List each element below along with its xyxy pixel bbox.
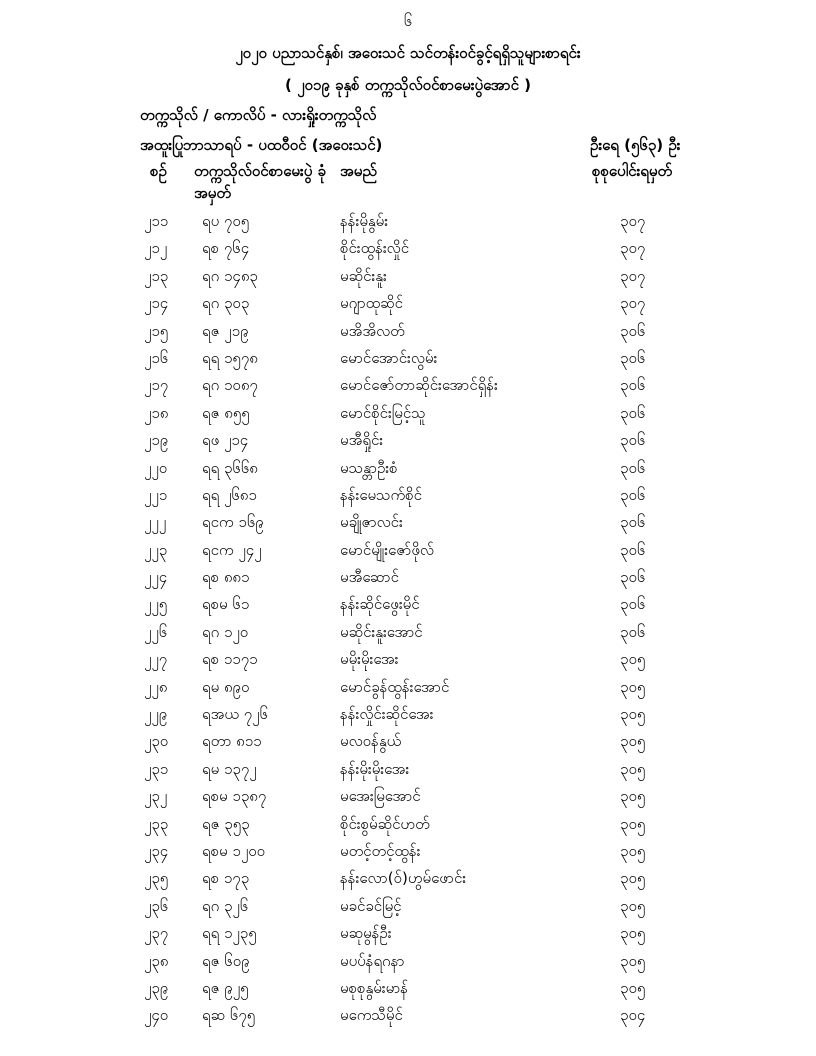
header-no: စဉ် [150,162,167,180]
table-row [0,787,816,814]
table-row [0,459,816,486]
roll-number: ရအယ ၇၂၆ [202,705,268,724]
total-score: ၃၀၆ [620,568,646,587]
student-name: မအီရှိုင်း [340,431,384,450]
table-row [0,650,816,677]
roll-number: ရမ ၈၉၀ [202,677,250,696]
student-name: မောင်စိုင်းမြင့်သူ [340,403,426,422]
roll-number: ရစ ၁၁၇၁ [202,650,258,669]
table-row [0,979,816,1006]
student-name: နန်းမိုနွမ်း [340,212,389,230]
row-number: ၂၁၃ [144,266,169,285]
roll-number: ရစ ၈၈၁ [202,568,250,587]
roll-number: ရဂ ၃၂၆ [202,896,249,915]
student-name: မမိုးမိုးအေး [340,650,399,669]
table-row [0,349,816,376]
total-score: ၃၀၅ [620,814,646,833]
roll-number: ရတာ ၈၁၁ [202,732,262,751]
table-row [0,294,816,321]
student-name: မတင့်တင့်ထွန်း [340,841,421,860]
student-name: နန်းမေသက်စိုင် [340,485,422,504]
header-roll-number: တက္ကသိုလ်ဝင်စာမေးပွဲ ခုံအမှတ် [194,162,326,202]
student-name: မပပ်နံရဂနာ [340,951,405,970]
roll-number: ရစ ၁၇၃ [202,869,250,888]
total-score: ၃၀၅ [620,705,646,724]
total-score: ၃၀၅ [620,896,646,915]
table-row [0,595,816,622]
roll-number: ရဂ ၁၂၀ [202,622,249,641]
student-name: မခင်ခင်မြင့် [340,896,402,915]
row-number: ၂၂၄ [144,568,168,587]
row-number: ၂၂၃ [144,540,168,559]
roll-number: ရစမ ၁၂၀၀ [202,841,266,860]
row-number: ၂၁၈ [144,403,169,422]
roll-number: ရဂ ၁၄၈၃ [202,266,258,285]
total-score: ၃၀၅ [620,650,646,669]
table-row [0,376,816,403]
total-score: ၃၀၅ [620,787,646,806]
student-name: မချိုဇာလင်း [340,513,403,532]
roll-number: ရစမ ၆၁ [202,595,250,614]
total-score: ၃၀၇ [620,212,646,230]
student-name: မစုစုနွမ်းမာန် [340,978,409,997]
row-number: ၂၂၇ [144,650,168,669]
total-score: ၃၀၆ [620,403,646,422]
row-number: ၂၁၉ [144,431,169,450]
row-number: ၂၃၅ [144,869,169,888]
table-row [0,513,816,540]
roll-number: ရစ ၇၆၄ [202,239,250,258]
roll-number: ရရ ၁၅၇၈ [202,348,258,367]
roll-number: ရရ ၁၂၃၅ [202,924,257,943]
table-row [0,897,816,924]
table-row [0,760,816,787]
student-name: မကေသီမိုင် [340,1006,403,1025]
row-number: ၂၃၉ [144,978,169,997]
roll-number: ရစမ ၁၃၈၇ [202,787,267,806]
roll-number: ရဆ ၆၇၅ [202,1006,256,1025]
row-number: ၂၃၀ [144,732,169,751]
roll-number: ရဇ ၂၁၉ [202,321,249,340]
major-label: အထူးပြုဘာသာရပ် - ပထဝီဝင် (အဝေးသင်) [140,136,383,154]
roll-number: ရရ ၃၆၆၈ [202,458,258,477]
total-score: ၃၀၅ [620,978,646,997]
roll-number: ရငက ၂၄၂ [202,540,262,559]
row-number: ၂၁၆ [144,348,169,367]
student-name: စိုင်းထွန်းလှိုင် [340,239,410,258]
student-name: မောင်ဇော်တာဆိုင်းအောင်ရှိန်း [340,376,498,395]
student-name: မဂျာထုဆိုင် [340,294,404,313]
roll-number: ရဇ ၃၅၃ [202,814,250,833]
roll-number: ရရ ၂၆၈၁ [202,485,257,504]
student-name: နန်းမိုးမိုးအေး [340,759,410,778]
student-name: မအိအိလတ် [340,321,405,340]
table-row [0,267,816,294]
roll-number: ရပ ၇၀၅ [202,212,250,230]
table-row [0,322,816,349]
roll-number: ရဂ ၁၀၈၇ [202,376,258,395]
roll-number: ရဖ ၂၁၄ [202,431,249,450]
roll-number: ရမ ၁၃၇၂ [202,759,257,778]
roll-number: ရဇ ၈၅၅ [202,403,250,422]
total-score: ၃၀၄ [620,1006,646,1025]
row-number: ၂၁၅ [144,321,169,340]
total-score: ၃၀၆ [620,540,646,559]
total-score: ၃၀၆ [620,595,646,614]
page-number: ၆ [403,12,413,30]
total-score: ၃၀၆ [620,348,646,367]
roll-number: ရဂ ၃၀၃ [202,294,250,313]
table-row [0,815,816,842]
student-name: မအီဆောင် [340,568,399,587]
row-number: ၂၂၀ [144,458,168,477]
total-score: ၃၀၅ [620,841,646,860]
student-name: မောင်ခွန်ထွန်းအောင် [340,677,450,696]
row-number: ၂၁၁ [144,212,169,230]
table-row [0,705,816,732]
row-number: ၂၃၆ [144,896,169,915]
roll-number: ရဇ ၆၀၉ [202,951,250,970]
row-number: ၂၄၀ [144,1006,169,1025]
table-row [0,431,816,458]
total-score: ၃၀၅ [620,869,646,888]
student-name: မောင်အောင်းလွမ်း [340,348,438,367]
total-score: ၃၀၆ [620,376,646,395]
total-score: ၃၀၆ [620,513,646,532]
student-name: စိုင်းစွမ်ဆိုင်ဟတ် [340,814,430,833]
student-name: မဆိုင်းနူး [340,266,387,285]
total-score: ၃၀၇ [620,266,646,285]
total-score: ၃၀၅ [620,951,646,970]
student-name: နန်းလှိုင်းဆိုင်အေး [340,705,434,724]
student-name: မဆုမွန်ဦး [340,924,392,943]
student-name: မလဝန်နွယ် [340,732,402,751]
table-row [0,239,816,266]
table-row [0,623,816,650]
row-number: ၂၃၄ [144,841,169,860]
table-row [0,842,816,869]
student-name: မအေးမြအောင် [340,787,421,806]
total-score: ၃၀၅ [620,732,646,751]
row-number: ၂၂၆ [144,622,168,641]
table-row [0,212,816,239]
table-row [0,1006,816,1033]
row-number: ၂၃၃ [144,814,169,833]
student-name: မသန္တာဦးစံ [340,458,398,477]
student-name: မဆိုင်းနူးအောင် [340,622,423,641]
total-score: ၃၀၇ [620,239,646,258]
table-row [0,732,816,759]
row-number: ၂၂၁ [144,485,168,504]
row-number: ၂၁၄ [144,294,169,313]
roll-number: ရငက ၁၆၉ [202,513,264,532]
document-title: ၂၀၂၀ ပညာသင်နှစ်၊ အဝေးသင် သင်တန်းဝင်ခွင့်ရရှိသူများစာရင်း [235,44,581,62]
row-number: ၂၃၇ [144,924,169,943]
row-number: ၂၂၂ [144,513,167,532]
total-score: ၃၀၅ [620,924,646,943]
table-row [0,952,816,979]
document-subtitle: ( ၂၀၁၉ ခုနှစ် တက္ကသိုလ်ဝင်စာမေးပွဲအောင် ) [285,76,531,94]
university-label: တက္ကသိုလ် / ကောလိပ် - လားရှိုးတက္ကသိုလ် [140,106,377,124]
header-score: စုစုပေါင်းရမှတ် [592,162,673,180]
row-number: ၂၁၂ [144,239,168,258]
row-number: ၂၂၈ [144,677,168,696]
header-name: အမည် [340,162,377,180]
table-row [0,404,816,431]
row-number: ၂၃၈ [144,951,169,970]
total-score: ၃၀၆ [620,431,646,450]
total-score: ၃၀၆ [620,622,646,641]
total-score: ၃၀၆ [620,321,646,340]
table-row [0,678,816,705]
total-count-label: ဦးရေ (၅၆၃) ဦး [590,136,681,154]
table-row [0,869,816,896]
row-number: ၂၁၇ [144,376,169,395]
total-score: ၃၀၆ [620,458,646,477]
row-number: ၂၃၂ [144,787,168,806]
table-row [0,541,816,568]
results-table [0,212,816,1034]
total-score: ၃၀၇ [620,294,646,313]
total-score: ၃၀၅ [620,759,646,778]
row-number: ၂၂၉ [144,705,168,724]
row-number: ၂၂၅ [144,595,168,614]
roll-number: ရဇ ၉၂၅ [202,978,249,997]
student-name: နန်းလော(ဝ်)ဟွမ်ဖောင်း [340,869,467,888]
table-row [0,568,816,595]
table-row [0,486,816,513]
table-row [0,924,816,951]
total-score: ၃၀၆ [620,485,646,504]
total-score: ၃၀၅ [620,677,646,696]
student-name: နန်းဆိုင်ဖွေးမိုင် [340,595,420,614]
row-number: ၂၃၁ [144,759,169,778]
student-name: မောင်မျိုးဇော်ဖိုလ် [340,540,434,559]
